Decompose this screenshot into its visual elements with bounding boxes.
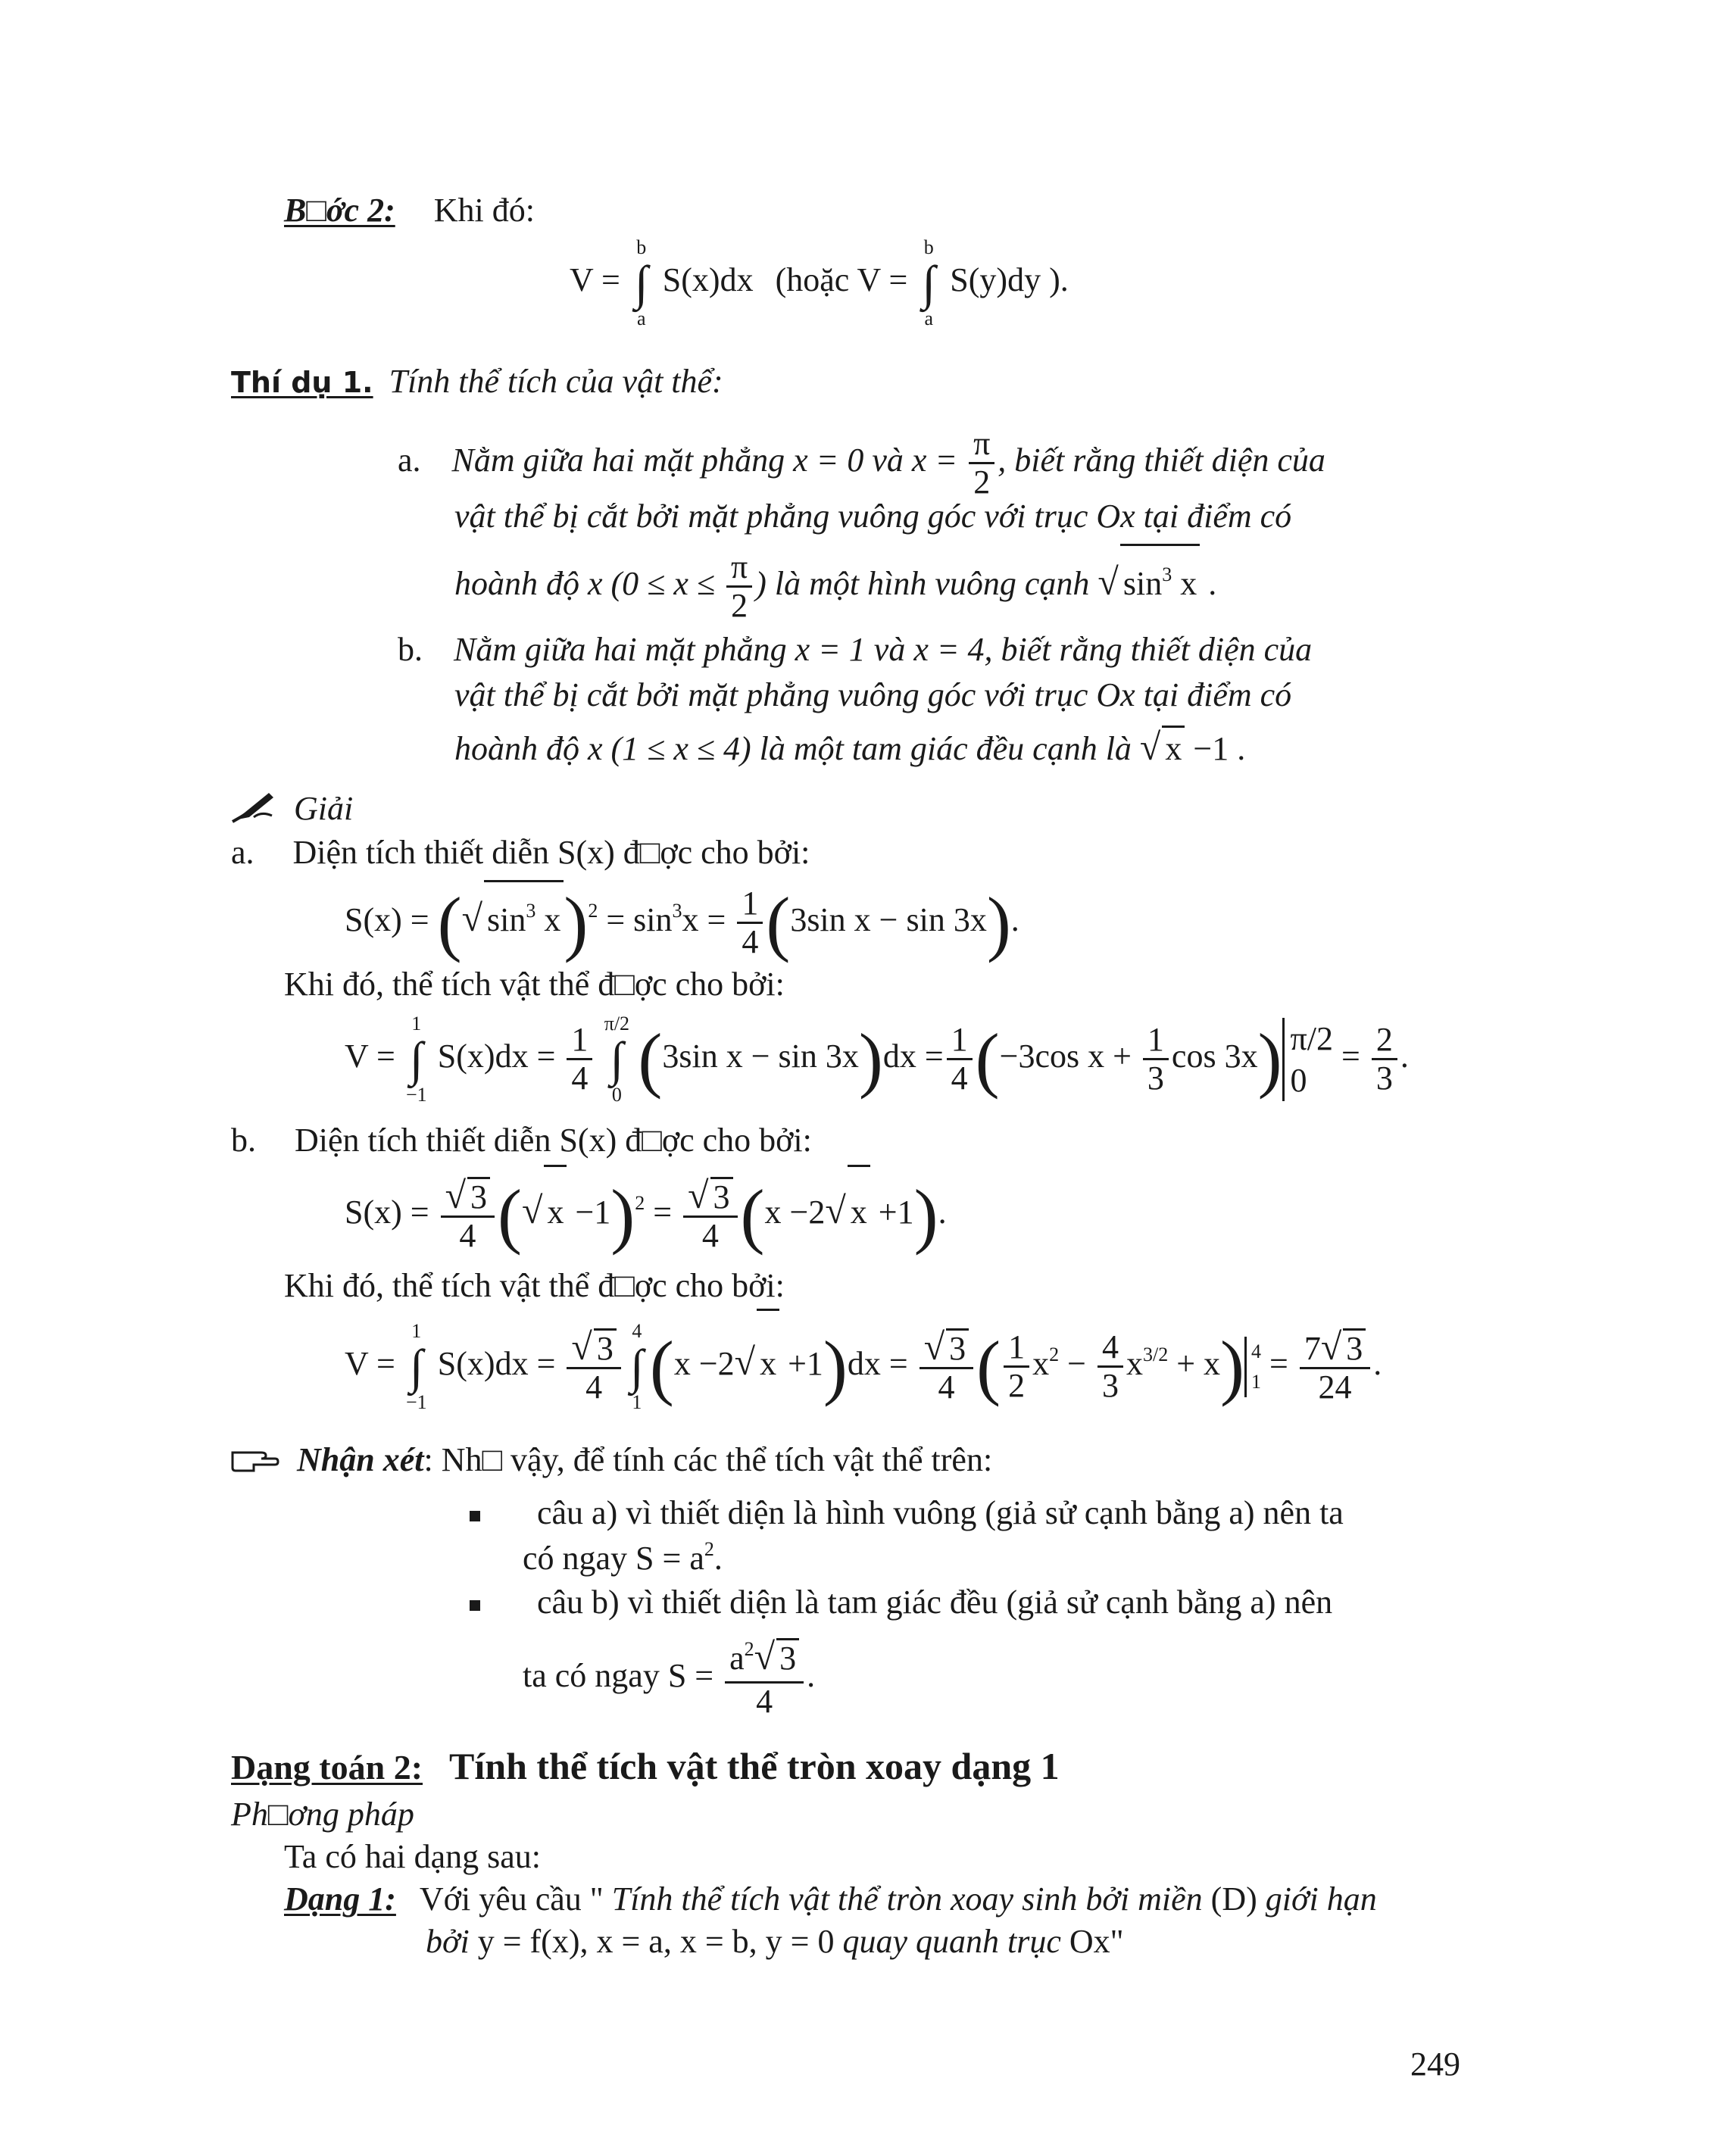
- item-b-marker: b.: [398, 631, 423, 668]
- pi-over-2: $\frac{\pi}{2}$: [726, 549, 752, 624]
- integral-sign: b ∫ a: [922, 236, 936, 329]
- section-heading: [231, 1742, 1060, 1793]
- remark-line: Nhận xét: Nh□ vậy, để tính các thể tích vật thể trên:: [231, 1439, 992, 1484]
- form1-label: Dạng 1:: [284, 1880, 396, 1918]
- item-a-line3: hoành độ x (0 ≤ x ≤ $\frac{\pi}{2}$ ) là một hình vuông cạnh √ $\sin^3 x$ .: [454, 544, 1216, 626]
- pen-icon: [231, 790, 276, 834]
- item-a-marker: a.: [398, 442, 421, 479]
- solution-b-intro: b. Diện tích thiết diễn S(x) đ□ợc cho bởi:: [231, 1122, 812, 1159]
- formula-or: (hoặc V =: [775, 261, 908, 298]
- item-b-line2: vật thể bị cắt bởi mặt phẳng vuông góc với trục Ox tại điểm có: [454, 676, 1292, 713]
- item-b-line1: b. Nằm giữa hai mặt phẳng x = 1 và x = 4, biết rằng thiết diện của: [398, 631, 1313, 668]
- solution-heading: [231, 788, 353, 834]
- step2-text: Khi đó:: [433, 192, 535, 229]
- item-a-line1: a. Nằm giữa hai mặt phẳng x = 0 và x = $\frac{\pi}{2}$ , biết rằng thiết diện của: [398, 425, 1325, 501]
- page-number: 249: [1410, 2046, 1460, 2083]
- solution-a-intro: a. Diện tích thiết diễn S(x) đ□ợc cho bởi:: [231, 834, 810, 871]
- section-intro: Ta có hai dạng sau:: [284, 1838, 542, 1875]
- step2-formula: V = b ∫ a S(x)dx (hoặc V = b ∫ a S(y)dy ).: [570, 236, 1069, 329]
- item-a-line2: vật thể bị cắt bởi mặt phẳng vuông góc với trục Ox tại điểm có: [454, 498, 1292, 535]
- formula-sx: S(x)dx: [662, 261, 754, 298]
- remark-bullet2-l1: câu b) vì thiết diện là tam giác đều (giả sử cạnh bằng a) nên: [470, 1581, 1332, 1624]
- remark-label: Nhận xét: [297, 1441, 424, 1478]
- formula-sx-b: S(x) = $\frac{√ 3}{4}$ (√ x −1)$^2$ = $\frac{√ 3}{4}$ (x −2√ x +1).: [345, 1165, 947, 1262]
- bullet-icon: [470, 1600, 480, 1611]
- sqrt-sin3x: √ $\sin^3 x$ .: [1097, 565, 1216, 602]
- formula-vb: V = 1 ∫ −1 S(x)dx = $\frac{√ 3}{4}$ 4 ∫ 1 (x −2√ x +1)dx = $\frac{√ 3}{4}$ ( $\frac{1}{2}$ $x^2$ − $\frac{4}{3}$ $x^{3/2} + x$) 4 1 = $\frac{7√ 3}{24}$ .: [345, 1309, 1382, 1421]
- solution-b-vol-intro: Khi đó, thể tích vật thể đ□ợc cho bởi:: [284, 1267, 785, 1304]
- example1-label: Thí dụ 1.: [231, 366, 373, 399]
- form1-line1: Dạng 1: Với yêu cầu " Tính thể tích vật thể tròn xoay sinh bởi miền (D) giới hạn: [284, 1880, 1377, 1918]
- section-title: Tính thể tích vật thể tròn xoay dạng 1: [449, 1745, 1060, 1787]
- formula-sy: S(y)dy ).: [950, 261, 1069, 298]
- solution-a-vol-intro: Khi đó, thể tích vật thể đ□ợc cho bởi:: [284, 966, 785, 1003]
- form1-line2: bởi y = f(x), x = a, x = b, y = 0 quay quanh trục Ox": [426, 1923, 1124, 1960]
- section-label: Dạng toán 2:: [231, 1748, 423, 1787]
- item-b-line3: hoành độ x (1 ≤ x ≤ 4) là một tam giác đều cạnh là √ x −1 .: [454, 726, 1245, 770]
- bullet-icon: [470, 1511, 480, 1521]
- method-label: Ph□ơng pháp: [231, 1796, 414, 1833]
- formula-sx-a: S(x) = (√ $\sin^3 x)^2 = \sin^3x$ = $\frac{1}{4}$ (3sin x − sin 3x).: [345, 880, 1019, 963]
- remark-bullet1-l2: có ngay $S = a^2$.: [523, 1538, 723, 1577]
- formula-va: V = 1 ∫ −1 S(x)dx = $\frac{1}{4}$ π/2 ∫ 0 (3sin x − sin 3x)dx = $\frac{1}{4}$ (−3cos x + $\frac{1}{3}$ cos 3x) π/2 0 = $\frac{2}{3}$ .: [345, 1012, 1409, 1106]
- example1-title: Tính thể tích của vật thể:: [389, 363, 723, 400]
- integral-sign: b ∫ a: [635, 236, 648, 329]
- remark-bullet2-l2: ta có ngay S = $\frac{a^2√ 3}{4}$ .: [523, 1634, 816, 1720]
- example1-heading: [231, 360, 723, 404]
- pi-over-2: $\frac{\pi}{2}$: [969, 426, 994, 501]
- remark-bullet1-l1: câu a) vì thiết diện là hình vuông (giả sử cạnh bằng a) nên ta: [470, 1492, 1344, 1534]
- step2-line: [284, 189, 535, 232]
- solution-label: Giải: [294, 790, 354, 827]
- step2-label: B□ớc 2:: [284, 192, 395, 229]
- sqrt-x-minus-1: √ x −1 .: [1140, 730, 1245, 767]
- pointing-hand-icon: [231, 1442, 279, 1484]
